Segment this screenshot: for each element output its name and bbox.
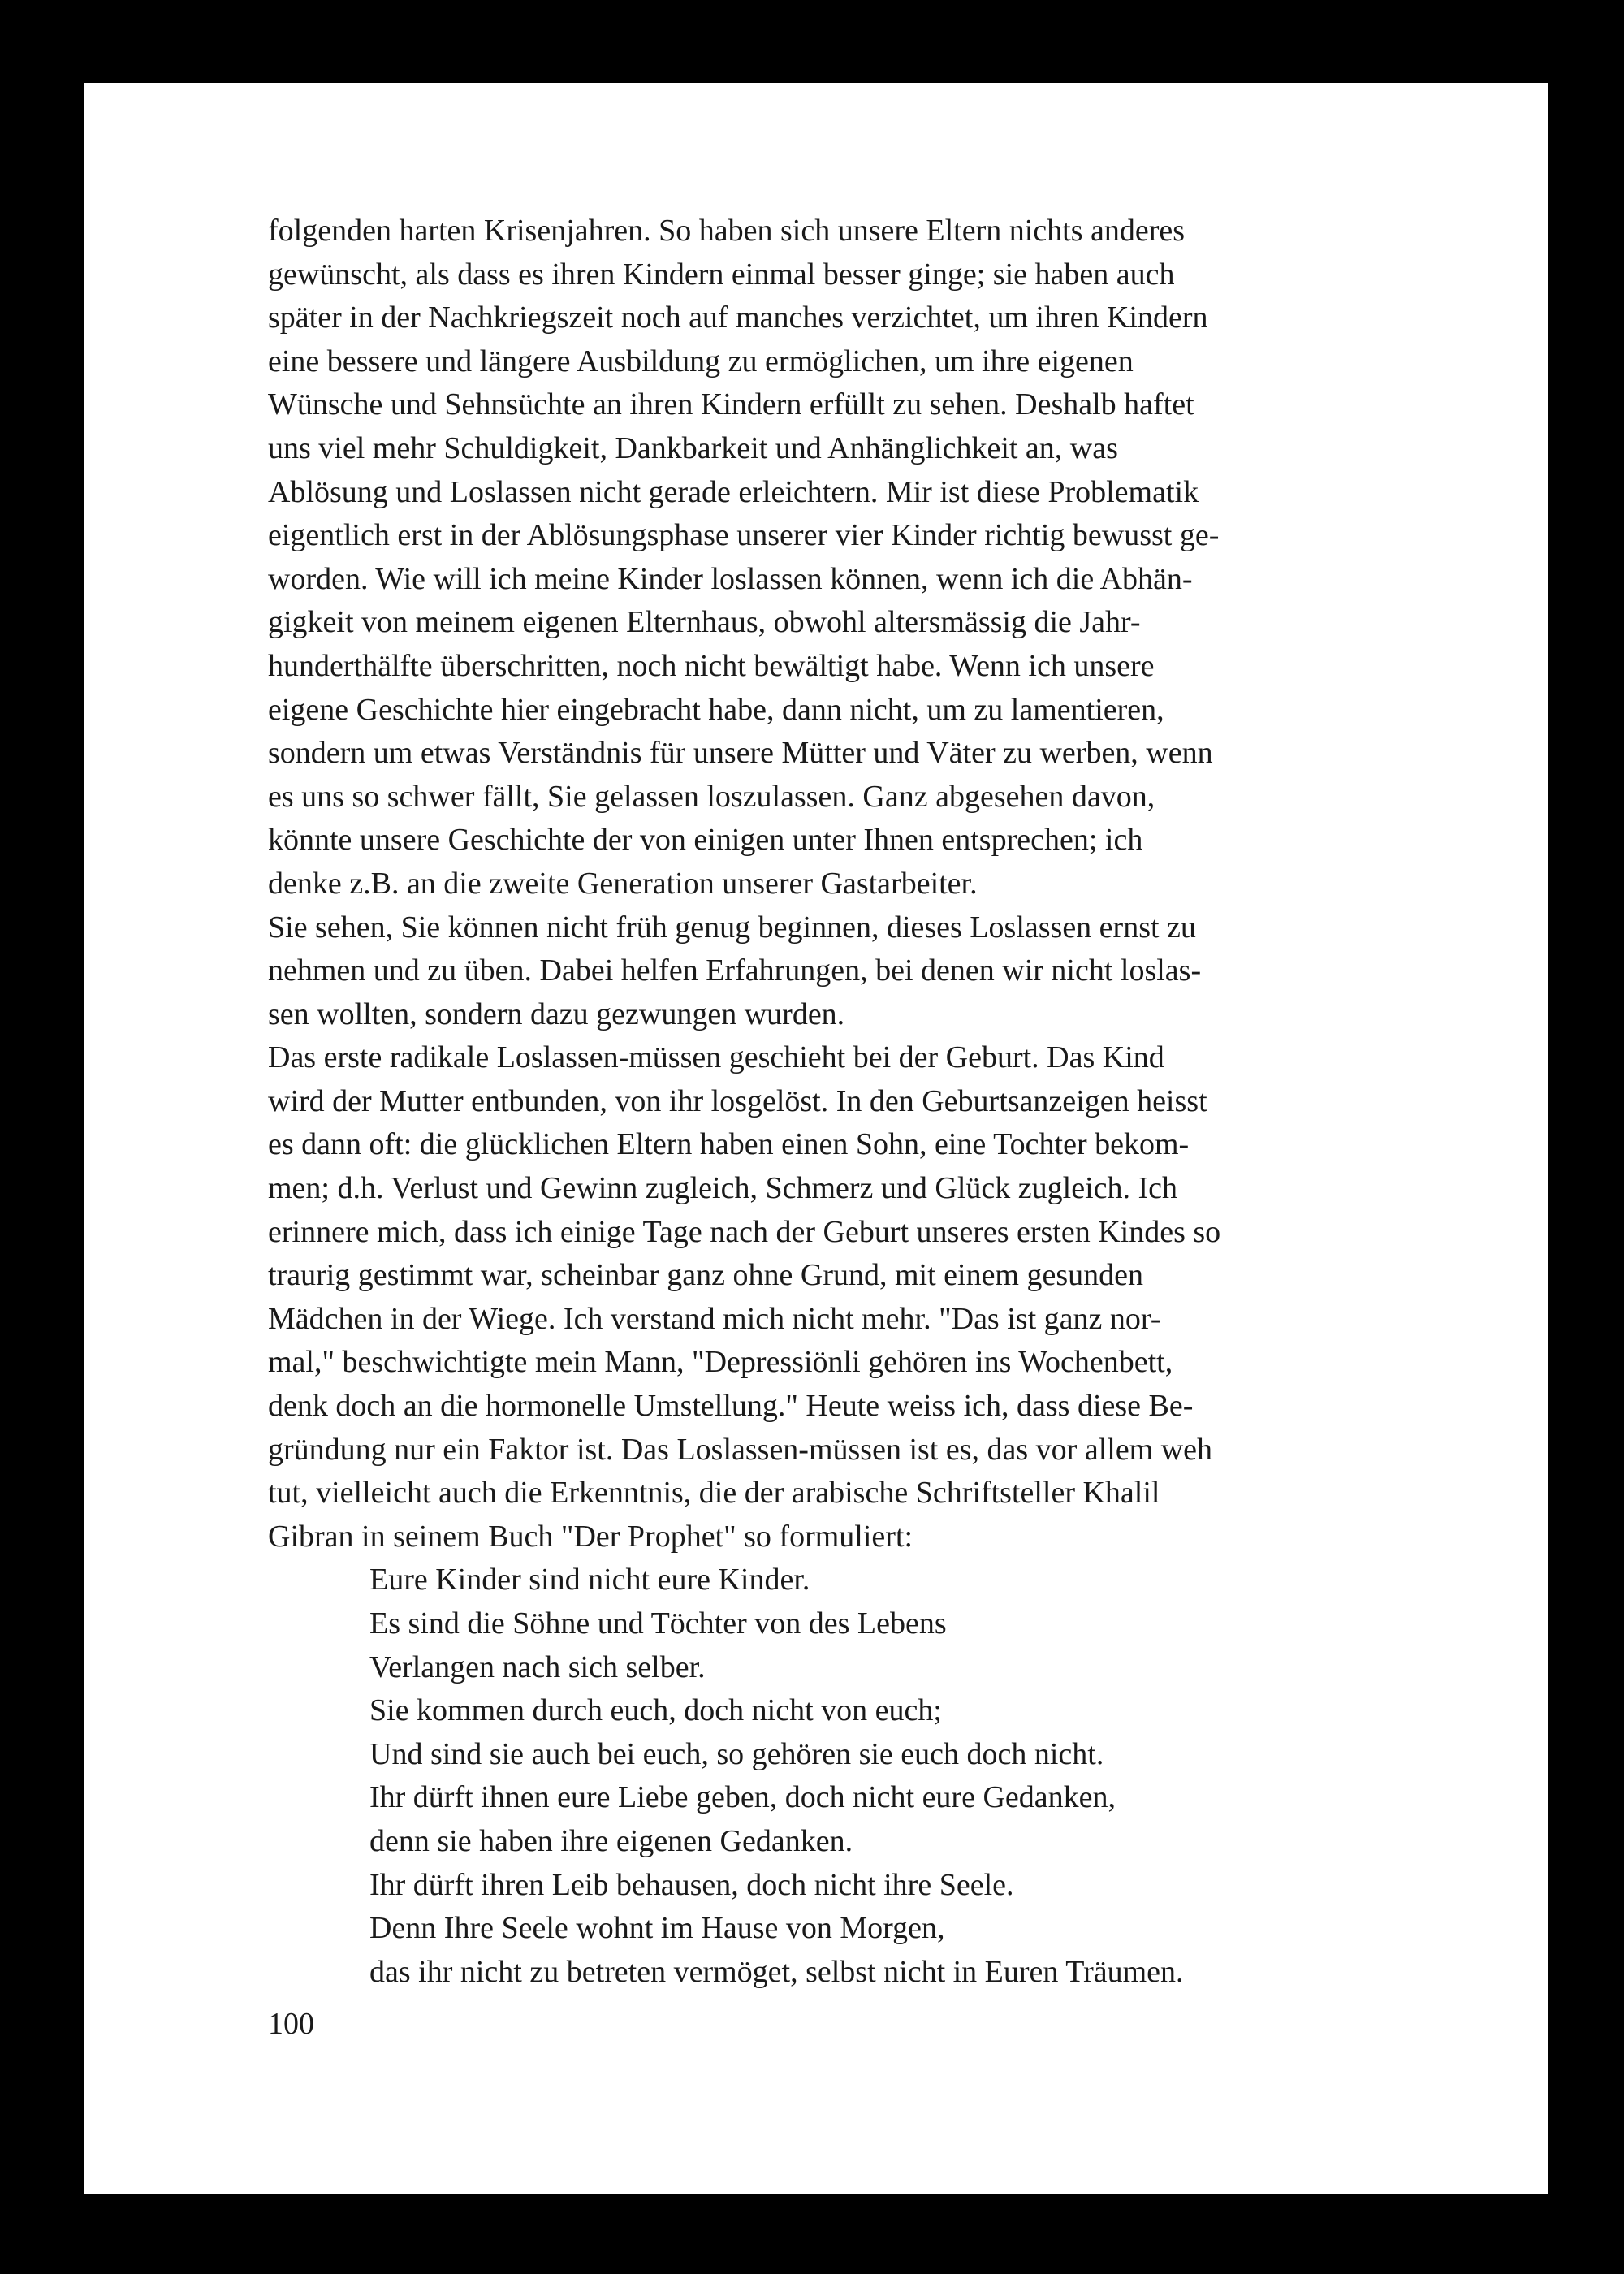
scanned-page: [84, 83, 1548, 2194]
poem-line: Sie kommen durch euch, doch nicht von euch;: [369, 1693, 942, 1728]
poem-line: Denn Ihre Seele wohnt im Hause von Morgen,: [369, 1911, 945, 1946]
poem-line: Ihr dürft ihnen eure Liebe geben, doch nicht eure Gedanken,: [369, 1780, 1116, 1815]
body-text: [268, 210, 1484, 1994]
paragraph-2: Sie sehen, Sie können nicht früh genug beginnen, dieses Loslassen ernst zu nehmen und zu üben. Dabei helfen Erfahrungen, bei denen wir nicht loslas- sen wollten, sondern dazu gezwungen wurden.: [268, 910, 1202, 1031]
paragraph-1: folgenden harten Krisenjahren. So haben sich unsere Eltern nichts anderes gewünscht, als dass es ihren Kindern einmal besser ginge; sie haben auch später in der Nachkriegszeit noch auf manches verzichtet, um ihren Kindern eine bessere und längere Ausbildung zu ermöglichen, um ihre eigenen Wünsche und Sehnsüchte an ihren Kindern erfüllt zu sehen. Deshalb haftet uns viel mehr Schuldigkeit, Dankbarkeit und Anhänglichkeit an, was Ablösung und Loslassen nicht gerade erleichtern. Mir ist diese Problematik eigentlich erst in der Ablösungsphase unserer vier Kinder richtig bewusst ge- worden. Wie will ich meine Kinder loslassen können, wenn ich die Abhän- gigkeit von meinem eigenen Elternhaus, obwohl altersmässig die Jahr- hunderthälfte überschritten, noch nicht bewältigt habe. Wenn ich unsere eigene Geschichte hier eingebracht habe, dann nicht, um zu lamentieren, sondern um etwas Verständnis für unsere Mütter und Väter zu werben, wenn es uns so schwer fällt, Sie gelassen loszulassen. Ganz abgesehen davon, könnte unsere Geschichte der von einigen unter Ihnen entsprechen; ich denke z.B. an die zweite Generation unserer Gastarbeiter.: [268, 214, 1220, 901]
poem-line: Es sind die Söhne und Töchter von des Lebens: [369, 1606, 947, 1641]
poem-line: Verlangen nach sich selber.: [369, 1649, 706, 1684]
poem-line: denn sie haben ihre eigenen Gedanken.: [369, 1823, 853, 1858]
poem-line: Eure Kinder sind nicht eure Kinder.: [369, 1563, 810, 1597]
paragraph-3: Das erste radikale Loslassen-müssen geschieht bei der Geburt. Das Kind wird der Mutter entbunden, von ihr losgelöst. In den Geburtsanzeigen heisst es dann oft: die glücklichen Eltern haben einen Sohn, eine Tochter bekom- men; d.h. Verlust und Gewinn zugleich, Schmerz und Glück zugleich. Ich erinnere mich, dass ich einige Tage nach der Geburt unseres ersten Kindes so traurig gestimmt war, scheinbar ganz ohne Grund, mit einem gesunden Mädchen in der Wiege. Ich verstand mich nicht mehr. "Das ist ganz nor- mal," beschwichtigte mein Mann, "Depressiönli gehören ins Wochenbett, denk doch an die hormonelle Umstellung." Heute weiss ich, dass diese Be- gründung nur ein Faktor ist. Das Loslassen-müssen ist es, das vor allem weh tut, vielleicht auch die Erkenntnis, die der arabische Schriftsteller Khalil Gibran in seinem Buch "Der Prophet" so formuliert:: [268, 1040, 1221, 1554]
poem-line: Und sind sie auch bei euch, so gehören sie euch doch nicht.: [369, 1736, 1104, 1771]
poem-line: das ihr nicht zu betreten vermöget, selbst nicht in Euren Träumen.: [369, 1954, 1184, 1989]
poem-quote: [268, 1559, 1484, 1994]
poem-line: Ihr dürft ihren Leib behausen, doch nicht ihre Seele.: [369, 1867, 1014, 1902]
page-number: 100: [268, 2007, 314, 2041]
